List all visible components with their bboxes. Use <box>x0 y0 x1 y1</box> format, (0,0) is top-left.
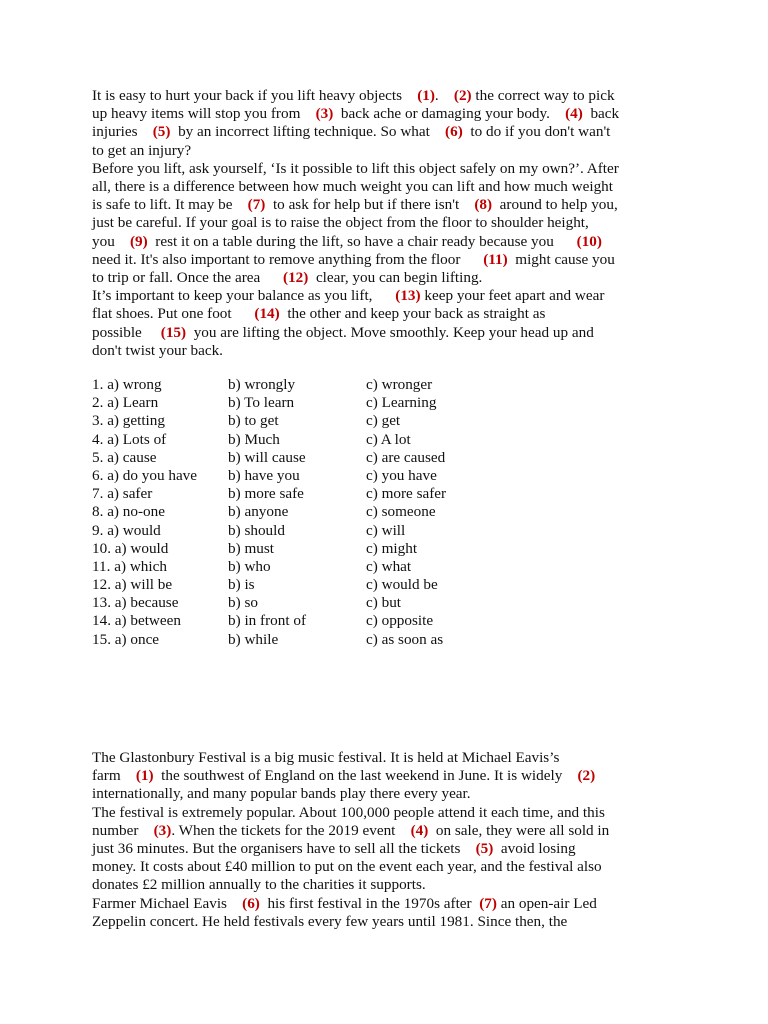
option-b: b) in front of <box>228 612 307 630</box>
passage-line: to get an injury? <box>92 141 192 159</box>
passage-glastonbury <box>92 749 682 931</box>
option-c: c) get <box>366 412 401 430</box>
passage-line: all, there is a difference between how much weight you can lift and how much weight <box>92 178 613 196</box>
gap-number: (3) <box>315 105 334 123</box>
passage-line: internationally, and many popular bands play there every year. <box>92 785 471 803</box>
option-c: c) what <box>366 557 412 575</box>
option-b: b) so <box>228 594 258 612</box>
option-c: c) might <box>366 539 418 557</box>
passage-line: to trip or fall. Once the area (12) clear, you can begin lifting. <box>92 269 483 287</box>
option-b: b) while <box>228 630 279 648</box>
option-b: b) wrongly <box>228 376 296 393</box>
option-a: 7. a) safer <box>92 485 153 503</box>
passage-back-injuries <box>92 87 682 360</box>
passage-line: you (9) rest it on a table during the lift, so have a chair ready because you (10) <box>92 232 602 250</box>
option-c: c) more safer <box>366 485 447 503</box>
gap-number: (2) <box>453 87 472 104</box>
option-a: 15. a) once <box>92 630 160 648</box>
passage-line: It is easy to hurt your back if you lift heavy objects (1). (2) the correct way to pick <box>92 87 615 104</box>
option-c: c) Learning <box>366 394 437 412</box>
option-b: b) have you <box>228 466 300 484</box>
gap-number: (13) <box>395 287 421 305</box>
option-b: b) is <box>228 576 255 594</box>
option-b: b) to get <box>228 412 279 430</box>
passage-line: donates £2 million annually to the charities it supports. <box>92 876 426 894</box>
gap-number: (4) <box>565 105 583 123</box>
passage-line: is safe to lift. It may be (7) to ask for help but if there isn't (8) around to help you, <box>92 196 618 214</box>
gap-number: (1) <box>135 767 154 785</box>
gap-number: (6) <box>242 894 260 912</box>
option-c: c) A lot <box>366 430 411 448</box>
option-b: b) anyone <box>228 503 289 521</box>
passage-line: just be careful. If your goal is to raise the object from the floor to shoulder height, <box>92 214 589 232</box>
option-a: 1. a) wrong <box>92 376 162 393</box>
gap-number: (6) <box>445 123 463 141</box>
option-c: c) would be <box>366 576 438 594</box>
option-b: b) who <box>228 557 271 575</box>
option-a: 8. a) no-one <box>92 503 165 521</box>
passage-line: just 36 minutes. But the organisers have to sell all the tickets (5) avoid losing <box>92 840 576 858</box>
option-b: b) more safe <box>228 485 304 503</box>
option-c: c) will <box>366 521 406 539</box>
option-a: 2. a) Learn <box>92 394 159 412</box>
gap-number: (11) <box>483 250 508 268</box>
passage-line: don't twist your back. <box>92 341 223 359</box>
passage-line: need it. It's also important to remove anything from the floor (11) might cause you <box>92 250 615 268</box>
gap-number: (7) <box>479 894 497 912</box>
passage-line: possible (15) you are lifting the object. Move smoothly. Keep your head up and <box>92 323 594 341</box>
option-a: 13. a) because <box>92 594 179 612</box>
gap-number: (2) <box>577 767 596 785</box>
option-a: 6. a) do you have <box>92 466 198 484</box>
option-c: c) are caused <box>366 448 446 466</box>
passage-line: Farmer Michael Eavis (6) his first festival in the 1970s after (7) an open-air Led <box>92 894 597 912</box>
option-a: 5. a) cause <box>92 448 157 466</box>
gap-number: (5) <box>152 123 171 141</box>
passage-line: Zeppelin concert. He held festivals every few years until 1981. Since then, the <box>92 912 568 930</box>
passage-line: flat shoes. Put one foot (14) the other and keep your back as straight as <box>92 305 546 323</box>
passage-line: money. It costs about £40 million to put on the event each year, and the festival also <box>92 858 602 876</box>
option-a: 11. a) which <box>92 557 167 575</box>
gap-number: (4) <box>410 821 429 839</box>
option-a: 12. a) will be <box>92 576 173 594</box>
option-a: 3. a) getting <box>92 412 165 430</box>
option-c: c) but <box>366 594 402 612</box>
passage-line: Before you lift, ask yourself, ‘Is it possible to lift this object safely on my own?’. After <box>92 159 619 177</box>
option-b: b) must <box>228 539 274 557</box>
option-a: 4. a) Lots of <box>92 430 167 448</box>
passage-line: up heavy items will stop you from (3) back ache or damaging your body. (4) back <box>92 105 620 123</box>
option-c: c) you have <box>366 466 437 484</box>
gap-number: (8) <box>474 196 493 214</box>
passage-line: number (3). When the tickets for the 2019 event (4) on sale, they were all sold in <box>92 821 610 839</box>
passage-line: The festival is extremely popular. About 100,000 people attend it each time, and this <box>92 803 605 821</box>
passage-line: The Glastonbury Festival is a big music festival. It is held at Michael Eavis’s <box>92 749 560 766</box>
gap-number: (15) <box>160 323 187 341</box>
gap-number: (10) <box>576 232 602 250</box>
option-c: c) opposite <box>366 612 434 630</box>
gap-number: (9) <box>129 232 148 250</box>
passage-line: injuries (5) by an incorrect lifting technique. So what (6) to do if you don't wan't <box>92 123 611 141</box>
option-c: c) someone <box>366 503 436 521</box>
option-c: c) as soon as <box>366 630 444 648</box>
gap-number: (12) <box>283 269 309 287</box>
option-b: b) will cause <box>228 448 306 466</box>
gap-number: (7) <box>247 196 266 214</box>
gap-number: (1) <box>417 87 435 104</box>
option-b: b) Much <box>228 430 280 448</box>
gap-number: (14) <box>254 305 280 323</box>
option-a: 14. a) between <box>92 612 181 630</box>
option-a: 9. a) would <box>92 521 161 539</box>
option-b: b) To learn <box>228 394 295 412</box>
option-a: 10. a) would <box>92 539 169 557</box>
gap-number: (5) <box>475 840 494 858</box>
gap-number: (3) <box>153 821 172 839</box>
passage-line: It’s important to keep your balance as you lift, (13) keep your feet apart and wear <box>92 287 605 305</box>
passage-line: farm (1) the southwest of England on the last weekend in June. It is widely (2) <box>92 767 596 785</box>
option-b: b) should <box>228 521 285 539</box>
option-c: c) wronger <box>366 376 433 393</box>
